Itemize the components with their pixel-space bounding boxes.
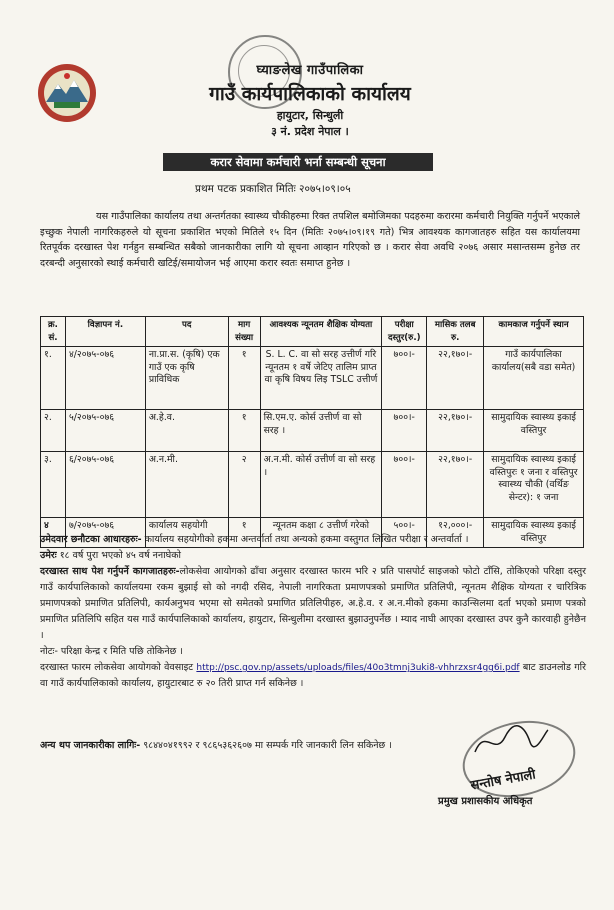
table-cell: ना.प्रा.स. (कृषि) एक गाउँ एक कृषि प्राविधिक xyxy=(145,347,228,410)
table-cell: २२,१७०।- xyxy=(427,410,484,452)
table-cell: ७००।- xyxy=(382,410,427,452)
form-download-link[interactable]: http://psc.gov.np/assets/uploads/files/40o3tmnj3uki8-vhhrzxsr4gg6i.pdf xyxy=(196,663,520,673)
table-cell: १ xyxy=(228,410,260,452)
table-cell: S. L. C. वा सो सरह उत्तीर्ण गरि न्यूनतम १ वर्षे जेटिए तालिम प्राप्त वा कृषि विषय लिइ TSLC उत्तीर्ण xyxy=(260,347,382,410)
province: ३ नं. प्रदेश नेपाल । xyxy=(271,125,349,138)
table-cell: कार्यालय सहयोगी xyxy=(145,518,228,548)
column-header: कामकाज गर्नुपर्ने स्थान xyxy=(484,317,584,347)
table-cell: गाउँ कार्यपालिका कार्यालय(सबै वडा समेत) xyxy=(484,347,584,410)
selection-label: उमेदवार छनौटका आधारहरुः- xyxy=(40,534,142,545)
contact-text: ९८४४०४१९९२ र ९८६५३६२६०७ मा सम्पर्क गरि जानकारी लिन सकिनेछ । xyxy=(143,740,392,751)
table-cell: २. xyxy=(41,410,66,452)
signatory-name: सन्तोष नेपाली xyxy=(469,767,537,794)
table-cell: १. xyxy=(41,347,66,410)
notice-body xyxy=(40,532,586,692)
table-cell: अ.न.मी. कोर्स उत्तीर्ण वा सो सरह । xyxy=(260,452,382,518)
form-download-pre: दरखास्त फारम लोकसेवा आयोगको वेवसाइट xyxy=(40,662,194,673)
table-cell: २ xyxy=(228,452,260,518)
table-row xyxy=(41,347,584,410)
table-cell: न्यूनतम कक्षा ८ उत्तीर्ण गरेको xyxy=(260,518,382,548)
documents-text: लोकसेवा आयोगको ढाँचा अनुसार दरखास्त फारम भरि २ प्रति पासपोर्ट साइजको फोटो टाँसि, तोकिएको परिक्षा दस्तुर गाउँ कार्यपालिकाको कार्यालयमा रकम बुझाई सो को नगदी रसिद, नेपाली नागरिकता प्रमाणपत्रको प्रमाणित प्रतिलिपी, न्यूनतम शैक्षिक योग्यता र चारित्रिक प्रमाणपत्रको प्रमाणित प्रतिलिपी, कार्यअनुभव भएमा सो समेतको प्रमाणित प्रतिलिपीहरु, अ.हे.व. र अ.न.मीको हकमा काउन्सिलमा दर्ता भएको प्रमाण पत्रको प्रमाणित प्रतिलिपि सहित यस गाउँ कार्यपालिकाको कार्यालय, हायुटार, सिन्धुलीमा दरखास्त बुझाउनुपर्नेछ । म्याद नाघी आएका दरखास्त उपर कुनै कारवाही हुनेछैन । xyxy=(40,566,586,641)
table-cell: ४/२०७५-०७६ xyxy=(65,347,145,410)
table-cell: सामुदायिक स्वास्थ्य इकाई वस्तिपुर xyxy=(484,518,584,548)
column-header: परीक्षा दस्तुर(रु.) xyxy=(382,317,427,347)
intro-text: यस गाउँपालिका कार्यालय तथा अन्तर्गतका स्वास्थ्य चौकीहरुमा रिक्त तपशिल बमोजिमका पदहरुमा करारमा कर्मचारी नियुक्ति गर्नुपर्ने भएकाले इच्छुक नेपाली नागरिकहरुले यो सूचना प्रकाशित भएको मितिले १५ दिन (मितिः २०७५।०९।१९ गते) भित्र आवश्यक कागजातहरु सहित यस कार्यालयमा रितपूर्वक दरखास्त पेश गर्नहुन सम्बन्धित सबैको जानकारीका लागि यो सूचना आव्हान गरिएको छ । करार सेवा अवधि २०७६ असार मसान्तसम्म हुनेछ तर दरबन्दी अनुसारको स्थाई कर्मचारी खटिई/समायोजन भई आएमा करार स्वतः समाप्त हुनेछ । xyxy=(40,211,580,269)
column-header: माग संख्या xyxy=(228,317,260,347)
table-cell: १ xyxy=(228,347,260,410)
signatory-role: प्रमुख प्रशासकीय अधिकृत xyxy=(438,796,533,807)
column-header: क्र. सं. xyxy=(41,317,66,347)
intro-paragraph xyxy=(40,209,580,271)
selection-text: कार्यालय सहयोगीको हकमा अन्तर्वार्ता तथा अन्यको हकमा वस्तुगत लिखित परीक्षा र अन्तर्वार्ता । xyxy=(144,534,469,545)
table-cell: ७००।- xyxy=(382,452,427,518)
notice-title: करार सेवामा कर्मचारी भर्ना सम्बन्धी सूचना xyxy=(163,153,433,171)
office-address: हायुटार, सिन्धुली xyxy=(276,109,344,122)
selection-basis xyxy=(40,532,586,548)
exam-note: नोटः- परिक्षा केन्द्र र मिति पछि तोकिनेछ । xyxy=(40,646,183,657)
table-cell: ५/२०७५-०७६ xyxy=(65,410,145,452)
column-header: मासिक तलब रु. xyxy=(427,317,484,347)
age-label: उमेरः xyxy=(40,550,57,561)
form-download xyxy=(40,660,586,692)
table-cell: १ xyxy=(228,518,260,548)
office-name: घ्याङलेख गाउँपालिका xyxy=(256,63,364,78)
table-cell: अ.हे.व. xyxy=(145,410,228,452)
table-cell: ६/२०७५-०७६ xyxy=(65,452,145,518)
form-download-post: बाट डाउनलोड गरि वा गाउँ कार्यपालिकाको कार्यालय, हायुटारबाट रु २० तिरी प्राप्त गर्न सकिनेछ । xyxy=(40,662,586,689)
table-cell: २२,१७०।- xyxy=(427,452,484,518)
table-cell: ४ xyxy=(41,518,66,548)
table-row xyxy=(41,410,584,452)
age-requirement xyxy=(40,548,586,564)
table-cell: २२,१७०।- xyxy=(427,347,484,410)
nepal-emblem-icon xyxy=(36,62,98,124)
table-header-row xyxy=(41,317,584,347)
documents-label: दरखास्त साथ पेश गर्नुपर्ने कागजातहरुः- xyxy=(40,566,180,577)
table-cell: सि.एम.ए. कोर्स उत्तीर्ण वा सो सरह । xyxy=(260,410,382,452)
table-cell: ७००।- xyxy=(382,347,427,410)
column-header: विज्ञापन नं. xyxy=(65,317,145,347)
column-header: आवश्यक न्यूनतम शैक्षिक योग्यता xyxy=(260,317,382,347)
office-title: गाउँ कार्यपालिकाको कार्यालय xyxy=(209,83,411,105)
table-cell: ७/२०७५-०७६ xyxy=(65,518,145,548)
vacancy-table xyxy=(40,316,584,548)
contact-label: अन्य थप जानकारीका लागिः- xyxy=(40,740,141,751)
table-cell: १२,०००।- xyxy=(427,518,484,548)
table-cell: सामुदायिक स्वास्थ्य इकाई वस्तिपुरः १ जना र वस्तिपुर स्वास्थ्य चौकी (वर्थिङ सेन्टर): १ जना xyxy=(484,452,584,518)
table-row xyxy=(41,452,584,518)
table-cell: ५००।- xyxy=(382,518,427,548)
documents-required xyxy=(40,564,586,644)
age-text: १८ वर्ष पुरा भएको ४५ वर्ष ननाघेको xyxy=(59,550,181,561)
table-cell: अ.न.मी. xyxy=(145,452,228,518)
table-cell: सामुदायिक स्वास्थ्य इकाई वस्तिपुर xyxy=(484,410,584,452)
column-header: पद xyxy=(145,317,228,347)
table-cell: ३. xyxy=(41,452,66,518)
letterhead xyxy=(100,60,520,139)
publication-date: प्रथम पटक प्रकाशित मितिः २०७५।०९।०५ xyxy=(195,183,351,195)
signature-icon xyxy=(470,722,550,762)
